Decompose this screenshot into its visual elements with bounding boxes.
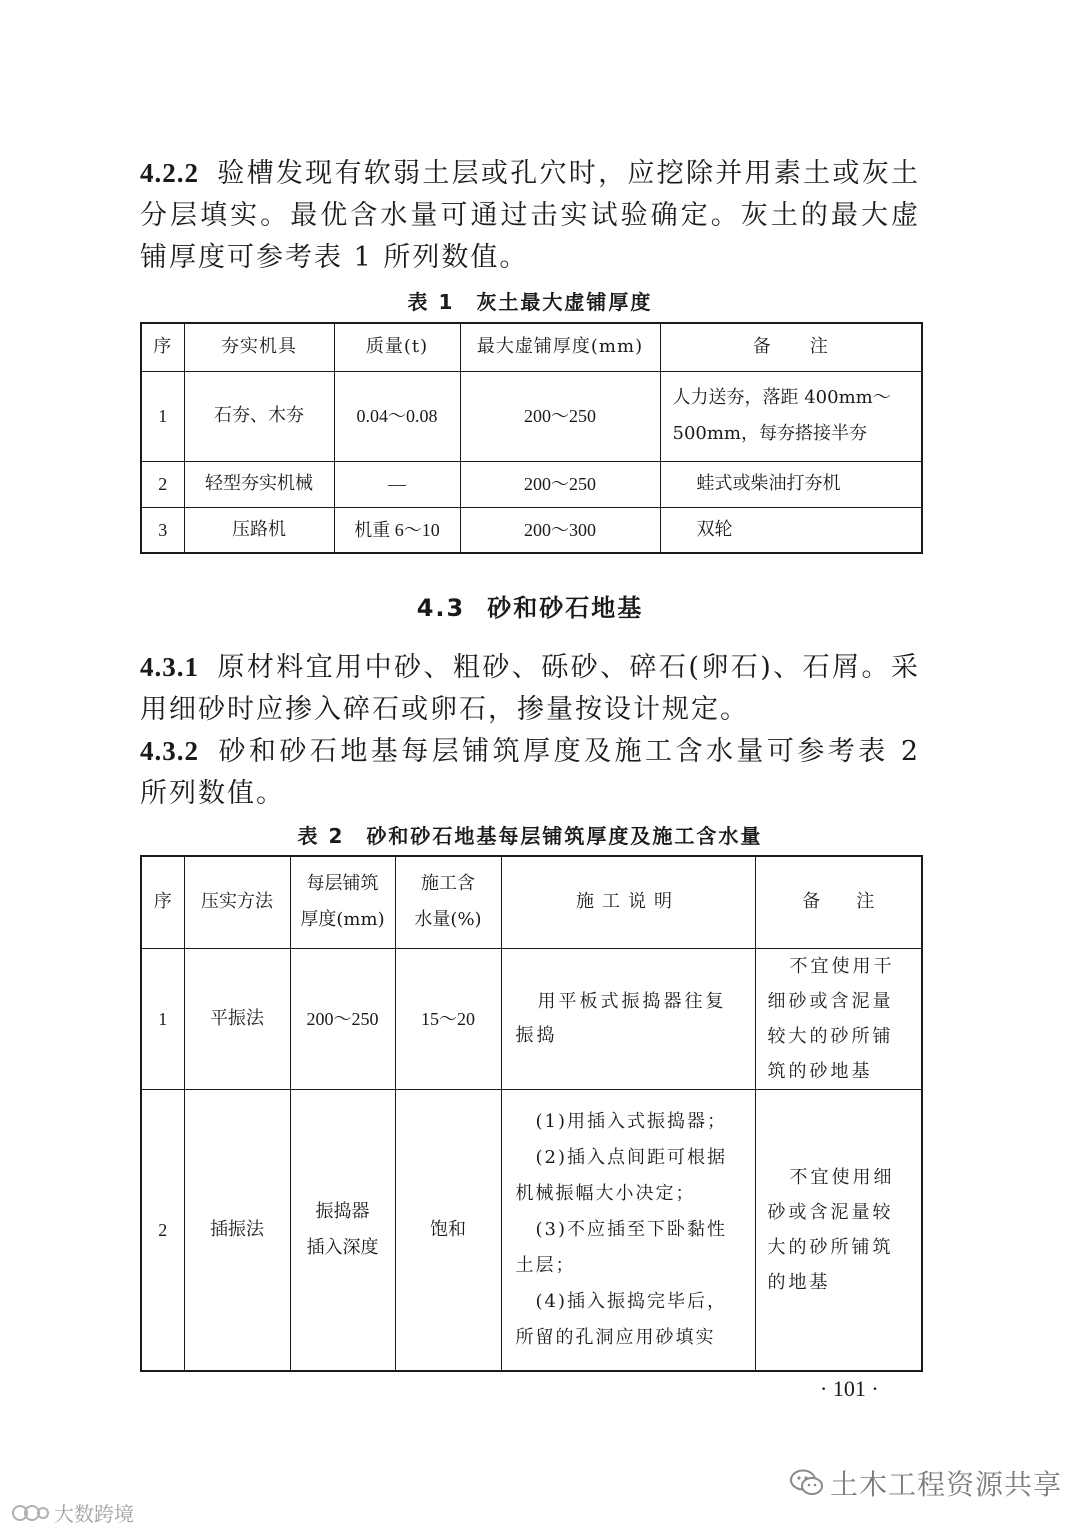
- row-desc: [501, 948, 755, 1089]
- row-mass: —: [334, 461, 460, 507]
- paragraph-4-3-2: [140, 730, 920, 815]
- row-note: 蛙式或柴油打夯机: [660, 461, 922, 507]
- note-line: 砂或含泥量较: [767, 1201, 894, 1223]
- table2-header-method: 压实方法: [184, 856, 290, 948]
- table1-header-thickness: 最大虚铺厚度(mm): [460, 323, 660, 371]
- clause-text: 砂和砂石地基每层铺筑厚度及施工含水量可参考表 2 所列数值。: [140, 736, 920, 809]
- thickness-line: 振捣器: [315, 1200, 370, 1222]
- section-number: 4.3: [416, 594, 466, 622]
- row-number: 1: [141, 948, 184, 1089]
- table2-header-thickness: [290, 856, 395, 948]
- note-line: 细砂或含泥量: [767, 990, 894, 1012]
- table2-caption-title: 砂和砂石地基每层铺筑厚度及施工含水量: [366, 824, 763, 848]
- table1: [140, 322, 923, 554]
- section-title: 砂和砂石地基: [487, 594, 644, 622]
- row-mass: 0.04～0.08: [334, 371, 460, 461]
- section-heading-4-3: [140, 588, 920, 623]
- note-line: 大的砂所铺筑: [767, 1236, 894, 1258]
- row-water: 饱和: [395, 1089, 501, 1371]
- loop-logo-icon: [10, 1502, 50, 1529]
- row-mass: 机重 6～10: [334, 507, 460, 553]
- note-line: 较大的砂所铺: [767, 1025, 894, 1047]
- note-line: 人力送夯，落距 400mm～: [672, 387, 891, 408]
- table-row: [141, 1089, 922, 1371]
- table-row: [141, 507, 922, 553]
- paragraph-4-2-2: [140, 152, 920, 279]
- paragraph-4-3-1: [140, 646, 920, 731]
- row-thickness: 200～250: [460, 371, 660, 461]
- thickness-line: 插入深度: [306, 1236, 379, 1258]
- table2: [140, 855, 923, 1372]
- row-tool: 石夯、木夯: [184, 371, 334, 461]
- note-line: 筑的砂地基: [767, 1060, 873, 1082]
- table-row: [141, 371, 922, 461]
- table2-caption-number: 表 2: [297, 824, 345, 848]
- row-thickness: [290, 1089, 395, 1371]
- table1-header-tool: 夯实机具: [184, 323, 334, 371]
- row-note: [660, 371, 922, 461]
- table1-header-row: [141, 323, 922, 371]
- row-number: 2: [141, 1089, 184, 1371]
- row-number: 3: [141, 507, 184, 553]
- clause-number: 4.3.1: [140, 652, 199, 682]
- table2-header-desc: 施工说明: [501, 856, 755, 948]
- desc-line: 所留的孔洞应用砂填实: [515, 1326, 716, 1348]
- desc-line: (3)不应插至下卧黏性: [535, 1218, 727, 1240]
- row-note: [755, 1089, 922, 1371]
- table1-header-mass: 质量(t): [334, 323, 460, 371]
- note-line: 不宜使用干: [789, 955, 895, 977]
- table2-header-row: [141, 856, 922, 948]
- row-tool: 压路机: [184, 507, 334, 553]
- table2-header-water: [395, 856, 501, 948]
- row-note: 双轮: [660, 507, 922, 553]
- table1-header-note: 备 注: [660, 323, 922, 371]
- row-desc: [501, 1089, 755, 1371]
- row-thickness: 200～250: [290, 948, 395, 1089]
- watermark-right-text: 土木工程资源共享: [830, 1468, 1063, 1501]
- clause-number: 4.3.2: [140, 736, 199, 766]
- row-water: 15～20: [395, 948, 501, 1089]
- chat-bubble-icon: [790, 1469, 824, 1504]
- desc-line: (2)插入点间距可根据: [535, 1146, 727, 1168]
- note-line: 的地基: [767, 1271, 831, 1293]
- row-method: 平振法: [184, 948, 290, 1089]
- note-line: 不宜使用细: [789, 1166, 895, 1188]
- row-number: 2: [141, 461, 184, 507]
- table-row: [141, 948, 922, 1089]
- row-method: 插振法: [184, 1089, 290, 1371]
- table2-header-note: 备 注: [755, 856, 922, 948]
- desc-line: 机械振幅大小决定；: [515, 1182, 696, 1204]
- table1-caption: [140, 286, 920, 315]
- table1-header-no: 序: [141, 323, 184, 371]
- watermark-left-text: 大数跨境: [54, 1502, 134, 1526]
- table2-header-no: 序: [141, 856, 184, 948]
- row-thickness: 200～300: [460, 507, 660, 553]
- table2-caption: [140, 820, 920, 849]
- desc-line: 振捣: [515, 1024, 558, 1046]
- desc-line: 土层；: [515, 1254, 576, 1276]
- desc-line: (4)插入振捣完毕后，: [535, 1290, 727, 1312]
- clause-text: 原材料宜用中砂、粗砂、砾砂、碎石(卵石)、石屑。采用细砂时应掺入碎石或卵石，掺量按设计规定。: [140, 652, 920, 725]
- clause-text: 验槽发现有软弱土层或孔穴时，应挖除并用素土或灰土分层填实。最优含水量可通过击实试验确定。灰土的最大虚铺厚度可参考表 1 所列数值。: [140, 158, 920, 273]
- watermark-right: [790, 1463, 1062, 1504]
- row-thickness: 200～250: [460, 461, 660, 507]
- row-note: [755, 948, 922, 1089]
- header-line: 施工含: [421, 873, 475, 895]
- header-line: 厚度(mm): [300, 909, 385, 931]
- row-tool: 轻型夯实机械: [184, 461, 334, 507]
- header-line: 水量(%): [414, 909, 482, 931]
- table-row: [141, 461, 922, 507]
- table1-caption-number: 表 1: [407, 290, 455, 314]
- desc-line: (1)用插入式振捣器；: [535, 1110, 727, 1132]
- watermark-left: [10, 1498, 134, 1529]
- desc-line: 用平板式振捣器往复: [537, 990, 727, 1012]
- clause-number: 4.2.2: [140, 158, 199, 188]
- page-number: · 101 ·: [820, 1376, 879, 1401]
- note-line: 500mm，每夯搭接半夯: [672, 423, 867, 444]
- row-number: 1: [141, 371, 184, 461]
- table1-caption-title: 灰土最大虚铺厚度: [476, 290, 653, 314]
- header-line: 每层铺筑: [306, 873, 379, 895]
